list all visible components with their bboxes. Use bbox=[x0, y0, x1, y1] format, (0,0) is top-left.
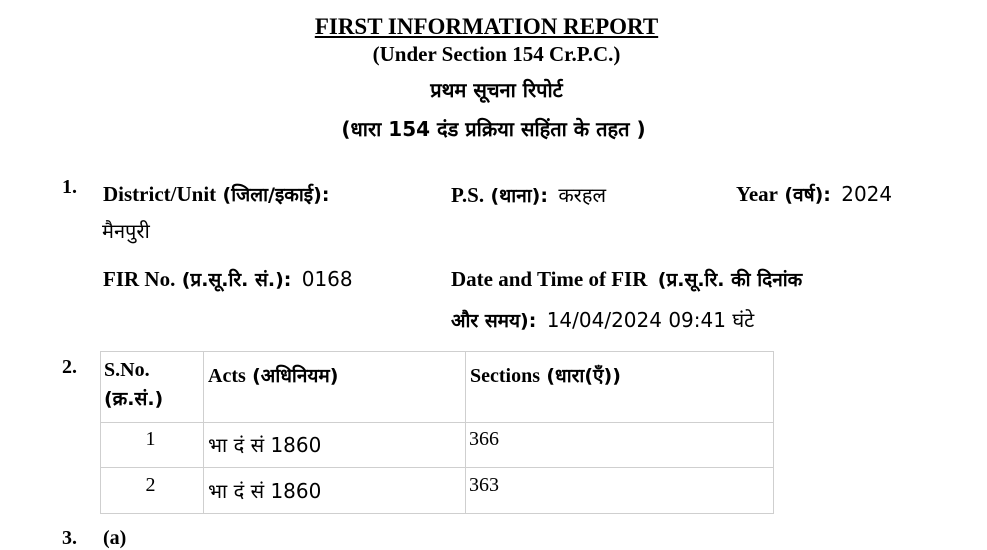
header-acts-label: Acts bbox=[208, 365, 246, 387]
header-sections bbox=[466, 352, 774, 423]
fir-label: FIR No. bbox=[103, 267, 176, 291]
district-value: मैनपुरी bbox=[102, 219, 150, 243]
section-3-number: 3. bbox=[62, 527, 77, 549]
acts-sections-table bbox=[100, 351, 774, 514]
fir-datetime-field bbox=[451, 266, 802, 292]
district-label-hindi: (जिला/इकाई): bbox=[222, 184, 330, 206]
datetime-label-hindi-2: और समय): bbox=[451, 310, 537, 332]
row-section-value: 363 bbox=[469, 474, 499, 496]
header-sno-label: S.No. bbox=[104, 359, 150, 381]
row-sno bbox=[101, 468, 204, 514]
report-subtitle: (Under Section 154 Cr.P.C.) bbox=[372, 42, 621, 66]
row-section bbox=[466, 423, 774, 468]
year-label-hindi: (वर्ष): bbox=[784, 184, 831, 206]
header-sno-label-hindi: (क्र.सं.) bbox=[104, 388, 164, 410]
header-sections-label-hindi: (धारा(एँ)) bbox=[546, 365, 621, 387]
police-station-field bbox=[451, 181, 606, 208]
row-sno-value: 1 bbox=[145, 428, 156, 450]
district-field bbox=[103, 181, 329, 207]
year-value: 2024 bbox=[841, 182, 893, 206]
datetime-label-hindi-1: (प्र.सू.रि. की दिनांक bbox=[657, 269, 803, 291]
table-row bbox=[101, 423, 774, 468]
row-act bbox=[204, 423, 466, 468]
row-act-value: भा दं सं 1860 bbox=[208, 479, 322, 503]
row-section-value: 366 bbox=[469, 428, 499, 450]
report-title-hindi: प्रथम सूचना रिपोर्ट bbox=[430, 78, 563, 102]
header-sno bbox=[101, 352, 204, 423]
fir-value: 0168 bbox=[301, 267, 353, 291]
section-2-number: 2. bbox=[62, 356, 77, 378]
report-subtitle-hindi: (धारा 154 दंड प्रक्रिया सहिंता के तहत ) bbox=[341, 117, 646, 141]
row-sno-value: 2 bbox=[145, 474, 156, 496]
header-sections-label: Sections bbox=[470, 365, 540, 387]
datetime-value: 14/04/2024 09:41 घंटे bbox=[546, 308, 755, 332]
ps-label-hindi: (थाना): bbox=[490, 185, 548, 207]
header-acts bbox=[204, 352, 466, 423]
table-row bbox=[101, 468, 774, 514]
row-act bbox=[204, 468, 466, 514]
fir-number-field bbox=[103, 266, 353, 292]
row-act-value: भा दं सं 1860 bbox=[208, 433, 322, 457]
table-header-row bbox=[101, 352, 774, 423]
year-field bbox=[736, 181, 892, 207]
fir-datetime-value-line bbox=[451, 306, 754, 333]
header-acts-label-hindi: (अधिनियम) bbox=[252, 365, 339, 387]
fir-label-hindi: (प्र.सू.रि. सं.): bbox=[181, 269, 292, 291]
section-3-part-label: (a) bbox=[103, 527, 127, 549]
datetime-label: Date and Time of FIR bbox=[451, 267, 648, 291]
district-label: District/Unit bbox=[103, 182, 217, 206]
row-section bbox=[466, 468, 774, 514]
year-label: Year bbox=[736, 182, 778, 206]
row-sno bbox=[101, 423, 204, 468]
ps-value: करहल bbox=[558, 183, 607, 207]
report-title: FIRST INFORMATION REPORT bbox=[314, 14, 659, 39]
ps-label: P.S. bbox=[451, 183, 485, 207]
section-1-number: 1. bbox=[62, 176, 77, 198]
